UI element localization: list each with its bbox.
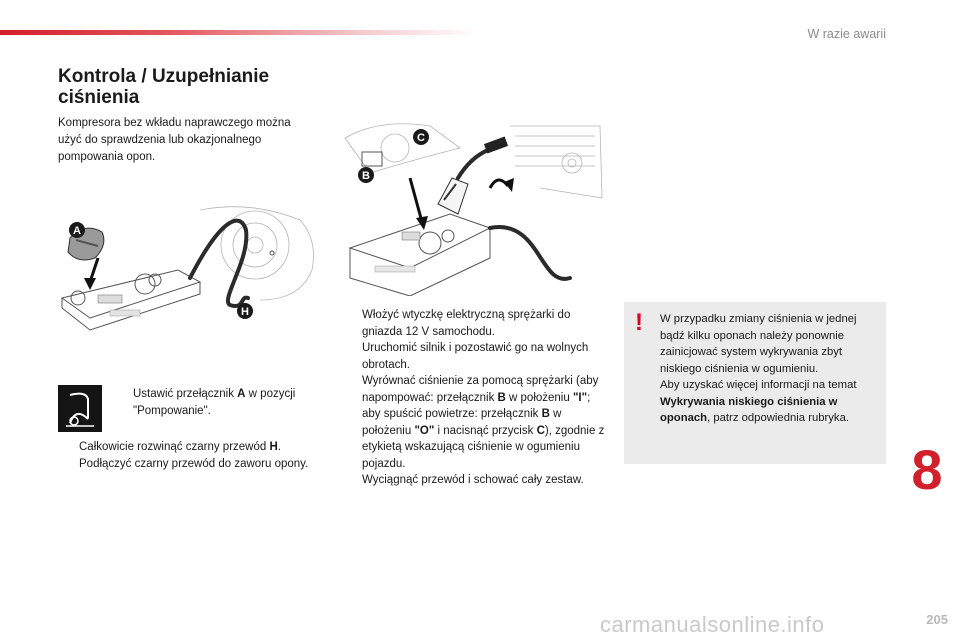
compressor-socket-illustration	[340, 118, 605, 296]
label-b: B	[362, 170, 370, 182]
plug-and-cable	[438, 137, 508, 214]
list-item: Uruchomić silnik i pozostawić go na wolnych obrotach.	[362, 342, 589, 371]
label-h: H	[241, 306, 249, 318]
list-item: Wyciągnąć przewód i schować cały zestaw.	[362, 474, 584, 486]
list-item: Wyrównać ciśnienie za pomocą sprężarki (aby napompować: przełącznik B w położeniu "I"; aby spuścić powietrze: przełącznik B w położeniu "O" i nacisnąć przycisk C), zgodnie z etykietą wskazującą ciśnienie w ogumieniu pojazdu.	[362, 375, 605, 470]
compressor-body-right	[350, 214, 490, 296]
warning-icon: !	[635, 309, 643, 336]
page-title: Kontrola / Uzupełnianie ciśnienia	[58, 66, 270, 108]
chapter-number: 8	[911, 438, 943, 501]
label-a: A	[73, 225, 81, 237]
warning-box	[624, 302, 886, 464]
page-number: 205	[926, 612, 948, 627]
list-item: Włożyć wtyczkę elektryczną sprężarki do gniazda 12 V samochodu.	[362, 309, 571, 338]
intro-paragraph: Kompresora bez wkładu naprawczego można użyć do sprawdzenia lub okazjonalnego pompowania opon.	[58, 117, 291, 163]
list-item: Całkowicie rozwinąć czarny przewód H.	[79, 441, 281, 453]
list-item: Ustawić przełącznik A w pozycji "Pompowanie".	[133, 388, 296, 417]
steps-list-c	[341, 307, 606, 489]
watermark: carmanualsonline.info	[600, 612, 825, 637]
label-c: C	[417, 132, 425, 144]
steps-list-a	[112, 386, 322, 419]
warning-text: W przypadku zmiany ciśnienia w jednej bądź kilku oponach należy ponownie zainicjować system wykrywania zbyt niskiego ciśnienia w ogumieniu. Aby uzyskać więcej informacji na temat Wykrywania niskiego ciśnienia w oponach, patrz odpowiednia rubryka.	[660, 313, 857, 424]
section-header: W razie awarii	[807, 27, 886, 41]
tire-pump-note-icon	[58, 385, 102, 432]
top-accent-bar	[0, 30, 480, 35]
compressor-hose-illustration	[50, 200, 322, 340]
list-item: Podłączyć czarny przewód do zaworu opony.	[79, 457, 309, 470]
steps-list-b	[58, 439, 316, 472]
compressor-body	[62, 270, 200, 330]
wheel-outline	[200, 207, 314, 300]
